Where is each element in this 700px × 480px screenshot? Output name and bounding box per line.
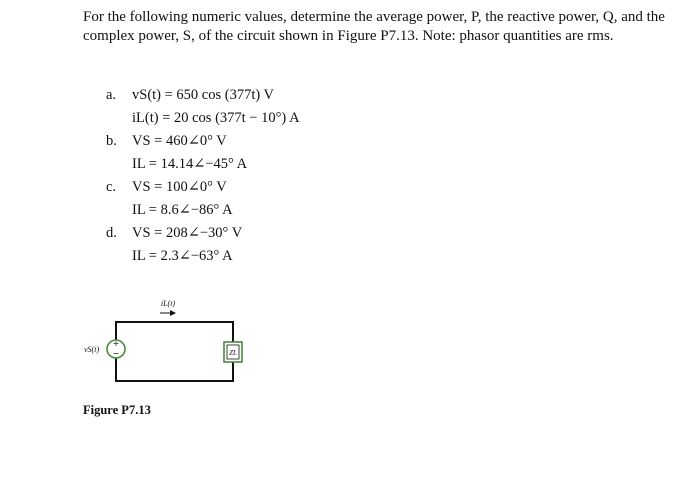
item-b-line1: b. VS = 460∠0° V — [106, 130, 300, 153]
item-a-line1: a. vS(t) = 650 cos (377t) V — [106, 84, 300, 107]
circuit-wires — [116, 322, 233, 381]
figure-caption: Figure P7.13 — [83, 403, 151, 417]
item-label: b. — [106, 133, 117, 149]
item-c-line1: c. VS = 100∠0° V — [106, 176, 300, 199]
current-arrow-icon — [160, 310, 176, 316]
svg-text:−: − — [112, 349, 120, 358]
item-a-line2: iL(t) = 20 cos (377t − 10°) A — [132, 110, 300, 126]
current-label: iL(t) — [160, 299, 176, 308]
item-label: c. — [106, 179, 117, 195]
item-label: d. — [106, 225, 117, 241]
source-label: vS(t) — [84, 345, 100, 354]
item-c-line2: IL = 8.6∠−86° A — [132, 202, 233, 218]
item-b-line2: IL = 14.14∠−45° A — [132, 156, 248, 172]
item-d-line2: IL = 2.3∠−63° A — [132, 248, 233, 264]
item-label: a. — [106, 87, 117, 103]
item-d-line1: d. VS = 208∠−30° V — [106, 222, 300, 245]
voltage-source-icon — [107, 339, 125, 358]
svg-text:+: + — [112, 339, 120, 348]
load-label: ZL — [229, 349, 237, 357]
problem-statement: For the following numeric values, determine the average power, P, the reactive power, Q, and the complex power, S, of the circuit shown in Figure P7.13. Note: phasor quantities are rms. — [83, 9, 665, 44]
